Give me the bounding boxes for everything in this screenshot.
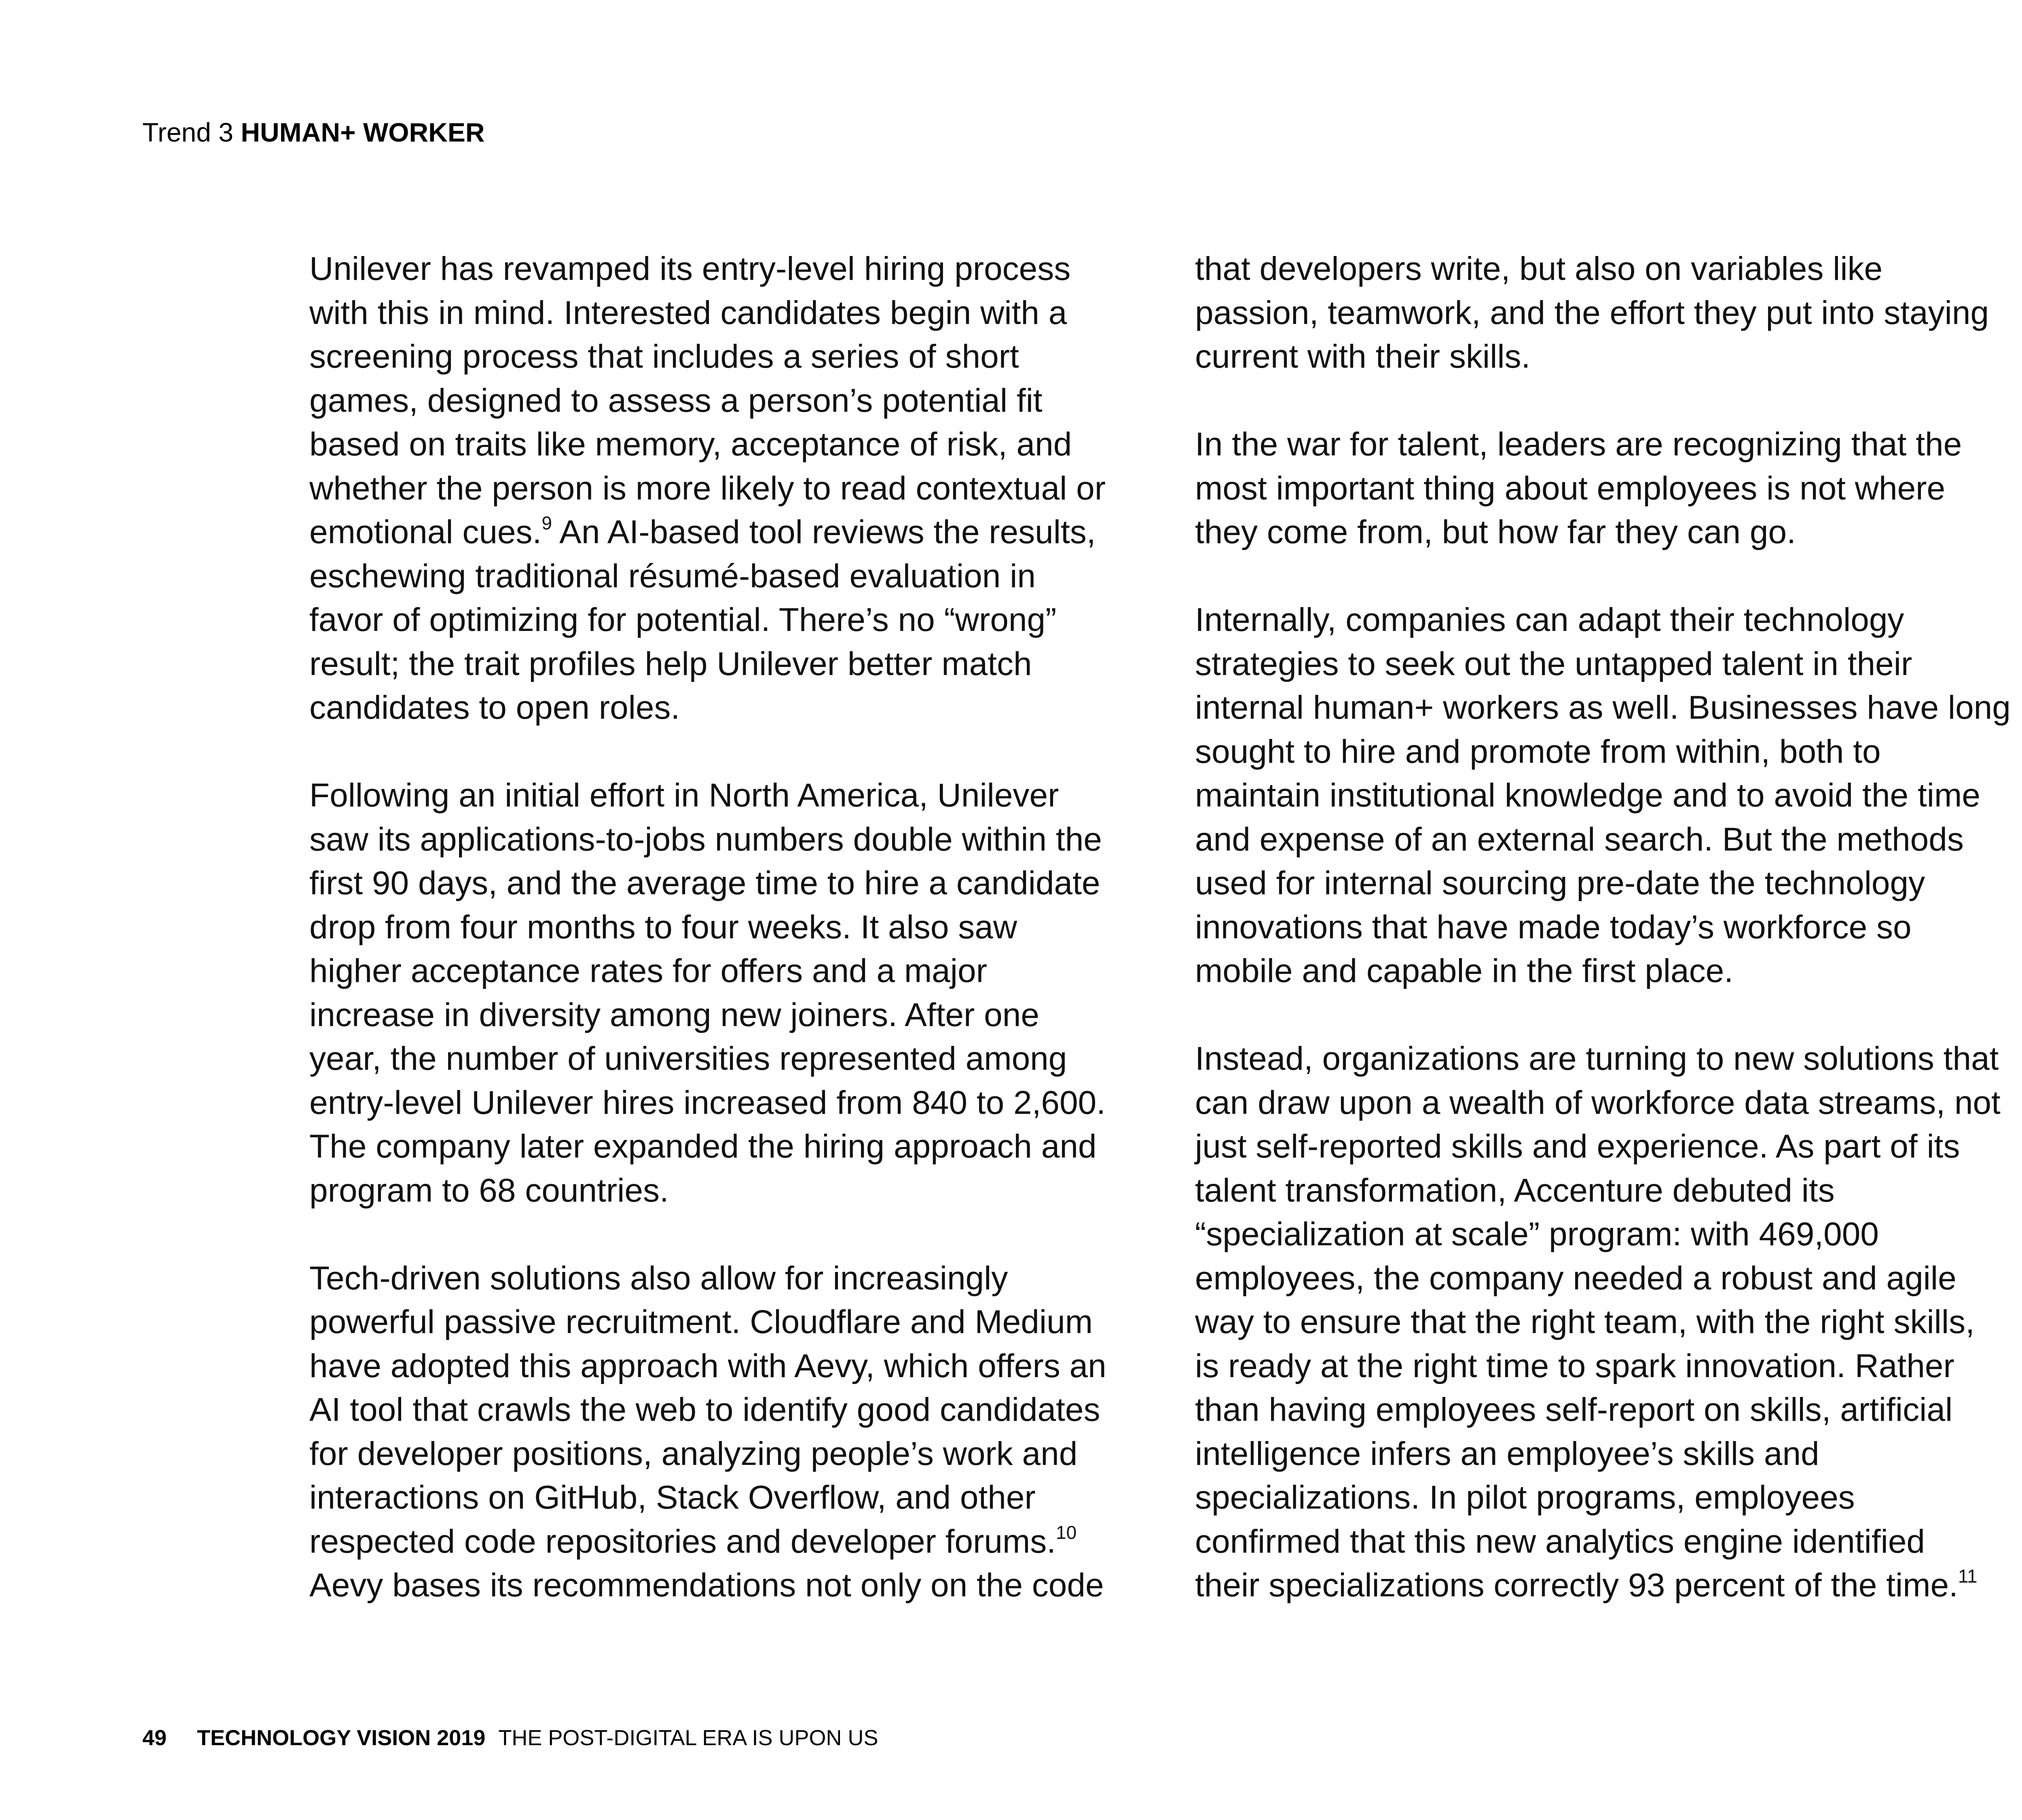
text-line: that developers write, but also on variables like xyxy=(1195,250,1883,287)
text-line: employees, the company needed a robust and agile xyxy=(1195,1259,1956,1297)
text-line: Unilever has revamped its entry-level hiring process xyxy=(309,250,1071,287)
paragraph xyxy=(309,774,1171,1213)
text-line: games, designed to assess a person’s potential fit xyxy=(309,382,1043,419)
text-run: their specializations correctly 93 percent of the time. xyxy=(1195,1567,1958,1604)
footnote-ref: 11 xyxy=(1958,1566,1978,1587)
text-line: is ready at the right time to spark innovation. Rather xyxy=(1195,1347,1954,1384)
paragraph xyxy=(309,247,1171,730)
paragraph xyxy=(1195,247,2022,379)
text-line: Instead, organizations are turning to new solutions that xyxy=(1195,1040,1999,1077)
text-line: can draw upon a wealth of workforce data streams, not xyxy=(1195,1084,2001,1121)
text-line: internal human+ workers as well. Businesses have long xyxy=(1195,689,2011,726)
text-line: result; the trait profiles help Unilever better match xyxy=(309,645,1032,682)
footer-subtitle: THE POST-DIGITAL ERA IS UPON US xyxy=(498,1726,878,1750)
text-line: Aevy bases its recommendations not only on the code xyxy=(309,1567,1104,1604)
text-line xyxy=(1195,1567,1978,1604)
text-line: just self-reported skills and experience. As part of its xyxy=(1195,1128,1960,1165)
text-line: whether the person is more likely to read contextual or xyxy=(309,470,1106,507)
footer-title: TECHNOLOGY VISION 2019 xyxy=(197,1726,486,1750)
text-line: Internally, companies can adapt their technology xyxy=(1195,601,1904,638)
text-line: “specialization at scale” program: with 469,000 xyxy=(1195,1216,1879,1253)
text-line: for developer positions, analyzing people’s work and xyxy=(309,1435,1078,1472)
text-line xyxy=(309,1523,1077,1560)
text-line: screening process that includes a series of short xyxy=(309,338,1019,375)
text-line: Tech-driven solutions also allow for increasingly xyxy=(309,1259,1008,1297)
text-line: saw its applications-to-jobs numbers double within the xyxy=(309,821,1102,858)
text-line: than having employees self-report on skills, artificial xyxy=(1195,1391,1953,1428)
footnote-ref: 9 xyxy=(541,512,552,533)
text-line: powerful passive recruitment. Cloudflare and Medium xyxy=(309,1304,1093,1340)
text-line: higher acceptance rates for offers and a major xyxy=(309,952,987,989)
text-line: specializations. In pilot programs, employees xyxy=(1195,1479,1855,1516)
text-line: have adopted this approach with Aevy, which offers an xyxy=(309,1347,1106,1384)
text-line: eschewing traditional résumé-based evaluation in xyxy=(309,557,1036,595)
text-line: intelligence infers an employee’s skills and xyxy=(1195,1435,1819,1472)
paragraph xyxy=(1195,1037,2022,1608)
text-line: with this in mind. Interested candidates begin with a xyxy=(309,294,1067,331)
trend-label: Trend 3 xyxy=(142,117,234,147)
text-line: maintain institutional knowledge and to avoid the time xyxy=(1195,777,1980,814)
text-run: respected code repositories and developer forums. xyxy=(309,1523,1056,1560)
text-line: most important thing about employees is not where xyxy=(1195,470,1946,507)
text-line: they come from, but how far they can go. xyxy=(1195,514,1796,550)
text-run: An AI-based tool reviews the results, xyxy=(552,514,1096,550)
text-line: first 90 days, and the average time to hire a candidate xyxy=(309,865,1100,902)
text-line: Following an initial effort in North America, Unilever xyxy=(309,777,1059,814)
text-line: entry-level Unilever hires increased from 840 to 2,600. xyxy=(309,1084,1106,1121)
text-run: emotional cues. xyxy=(309,514,542,550)
text-line: used for internal sourcing pre-date the technology xyxy=(1195,865,1925,902)
text-line: candidates to open roles. xyxy=(309,689,680,726)
footer xyxy=(142,1724,878,1752)
text-line: increase in diversity among new joiners. After one xyxy=(309,996,1039,1033)
text-line: mobile and capable in the first place. xyxy=(1195,952,1734,989)
text-line xyxy=(309,514,1096,550)
text-line: drop from four months to four weeks. It also saw xyxy=(309,908,1017,946)
column-2 xyxy=(1195,247,2022,1608)
text-line: confirmed that this new analytics engine identified xyxy=(1195,1523,1925,1560)
text-line: AI tool that crawls the web to identify good candidates xyxy=(309,1391,1100,1428)
column-1 xyxy=(309,247,1171,1608)
text-line: favor of optimizing for potential. There’s no “wrong” xyxy=(309,601,1057,638)
footnote-ref: 10 xyxy=(1056,1522,1077,1543)
text-line: sought to hire and promote from within, both to xyxy=(1195,733,1881,770)
paragraph xyxy=(1195,423,2022,554)
text-line: program to 68 countries. xyxy=(309,1172,669,1209)
text-line: interactions on GitHub, Stack Overflow, and other xyxy=(309,1479,1036,1516)
page-number: 49 xyxy=(142,1726,167,1750)
text-line: way to ensure that the right team, with the right skills, xyxy=(1195,1304,1975,1340)
text-line: In the war for talent, leaders are recognizing that the xyxy=(1195,426,1962,463)
paragraph xyxy=(309,1257,1171,1608)
text-line: strategies to seek out the untapped talent in their xyxy=(1195,645,1912,682)
trend-title: HUMAN+ WORKER xyxy=(241,117,485,147)
text-line: talent transformation, Accenture debuted its xyxy=(1195,1172,1835,1209)
trend-header xyxy=(142,116,485,148)
text-line: based on traits like memory, acceptance of risk, and xyxy=(309,426,1072,463)
text-line: The company later expanded the hiring approach and xyxy=(309,1128,1097,1165)
text-line: innovations that have made today’s workforce so xyxy=(1195,908,1912,946)
text-line: passion, teamwork, and the effort they put into staying xyxy=(1195,294,1989,331)
text-line: year, the number of universities represented among xyxy=(309,1040,1067,1077)
text-line: current with their skills. xyxy=(1195,338,1531,375)
paragraph xyxy=(1195,598,2022,993)
text-line: and expense of an external search. But the methods xyxy=(1195,821,1964,858)
